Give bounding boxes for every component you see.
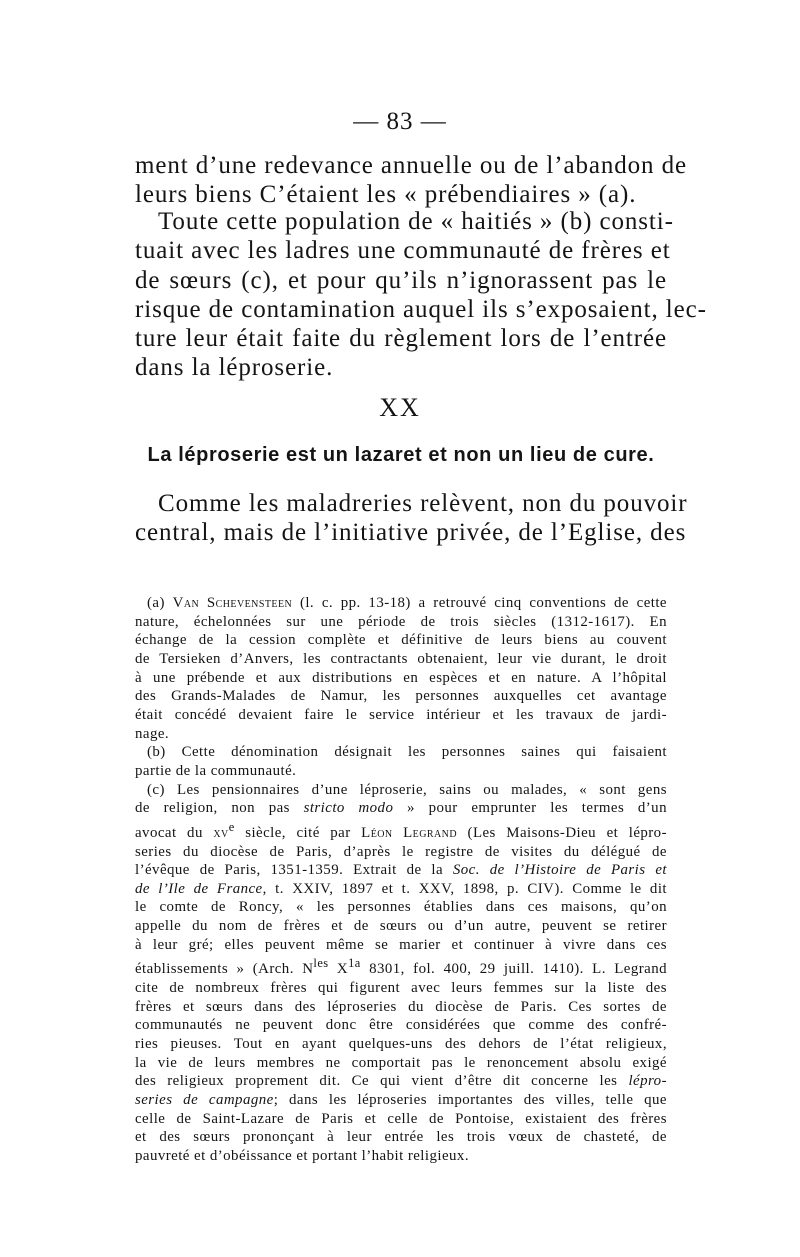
footnote-a-line: échange de la cession complète et définitive de leurs biens au couvent bbox=[135, 632, 667, 649]
footnote-a-line: était concédé devaient faire le service intérieur et les travaux de jardi- bbox=[135, 706, 667, 723]
footnote-c-line: de l’Ile de France, t. XXIV, 1897 et t. XXV, 1898, p. CIV). Comme le dit bbox=[135, 880, 668, 897]
footnote-b-line: (b) Cette dénomination désignait les personnes saines qui faisaient bbox=[147, 744, 667, 761]
paragraph-continuation bbox=[135, 151, 688, 210]
footnote-a-line: à une prébende et aux distributions en espèces et en nature. A l’hôpital bbox=[135, 669, 667, 686]
text-line: risque de contamination auquel ils s’exposaient, lec- bbox=[135, 295, 707, 323]
footnote-c-line: de religion, non pas stricto modo » pour emprunter les termes d’un bbox=[135, 800, 667, 817]
footnote-c-line: la vie de leurs membres ne comportait pas le renoncement absolu exigé bbox=[135, 1054, 667, 1071]
footnote-c-line: celle de Saint-Lazare de Paris et celle de Pontoise, existaient des frères bbox=[135, 1110, 667, 1127]
footnote-a-line: des Grands-Malades de Namur, les personnes auxquelles cet avantage bbox=[135, 688, 667, 705]
footnote-c-line: (c) Les pensionnaires d’une léproserie, sains ou malades, « sont gens bbox=[147, 781, 667, 798]
footnote-a-line: nage. bbox=[135, 725, 170, 742]
footnote-author: Léon Legrand bbox=[361, 824, 458, 841]
text-line: tuait avec les ladres une communauté de frères et bbox=[135, 237, 671, 265]
footnote-c-line: des religieux proprement dit. Ce qui vient d’être dit concerne les lépro- bbox=[135, 1073, 667, 1090]
footnote-c-line: et des sœurs prononçant à leur entrée les trois vœux de chasteté, de bbox=[135, 1129, 667, 1146]
footnote-a-line: nature, échelonnées sur une période de trois siècles (1312-1617). En bbox=[135, 613, 667, 630]
footnote-c-line: communautés ne peuvent donc être considérées que comme des confré- bbox=[135, 1017, 667, 1034]
paragraph-population bbox=[135, 207, 707, 383]
footnote-c-line: frères et sœurs dans des léproseries du diocèse de Paris. Ces sortes de bbox=[135, 998, 667, 1015]
footnote-c-line: avocat du $xv^e$ siècle, cité par Léon Legrand (Les Maisons-Dieu et lépro- bbox=[135, 819, 667, 841]
footnote-author: Van Schevensteen bbox=[172, 595, 293, 611]
footnote-c-line: à leur gré; elles peuvent même se marier et continuer à vivre dans ces bbox=[135, 936, 667, 953]
footnote-c-line: series de campagne; dans les léproseries importantes des villes, telle que bbox=[135, 1092, 667, 1108]
footnote-c-line: établissements » (Arch. $N^{les}$ $X^{1a}$ 8301, fol. 400, 29 juill. 1410). L. Legrand bbox=[135, 956, 667, 978]
footnote-b-line: partie de la communauté. bbox=[135, 762, 297, 779]
footnote-c-line: appelle du nom de frères et de sœurs ou d’un autre, peuvent se retirer bbox=[135, 918, 667, 935]
footnote-c-line: l’évêque de Paris, 1351-1359. Extrait de la Soc. de l’Histoire de Paris et bbox=[135, 862, 667, 879]
text-line: Toute cette population de « haitiés » (b) consti- bbox=[158, 208, 674, 235]
footnote-label: (b) bbox=[147, 744, 166, 761]
paragraph-maladreries bbox=[135, 489, 688, 548]
footnote-label: (a) bbox=[147, 595, 165, 611]
footnote-c-line: cite de nombreux frères qui figurent avec leurs femmes sur la liste des bbox=[135, 980, 667, 997]
page-number: — 83 — bbox=[353, 108, 447, 135]
footnote-c-line: pauvreté et d’obéissance et portant l’habit religieux. bbox=[135, 1147, 469, 1164]
text-line: de sœurs (c), et pour qu’ils n’ignorassent pas le bbox=[135, 266, 667, 294]
section-title: La léproserie est un lazaret et non un lieu de cure. bbox=[147, 444, 655, 466]
footnote-c-line: ries pieuses. Tout en ayant quelques-uns des dehors de l’état religieux, bbox=[135, 1036, 667, 1053]
footnote-label: (c) bbox=[147, 781, 165, 798]
footnotes bbox=[135, 594, 667, 1166]
footnote-a-line: (a) Van Schevensteen (l. c. pp. 13-18) a retrouvé cinq conventions de cette bbox=[147, 595, 667, 611]
footnote-a-line: de Tersieken d’Anvers, les contractants obtenaient, leur vie durant, le droit bbox=[135, 650, 667, 667]
text-line: ture leur était faite du règlement lors de l’entrée bbox=[135, 325, 667, 353]
footnote-c-line: series du diocèse de Paris, d’après le registre de visites du délégué de bbox=[135, 843, 667, 860]
text-line: central, mais de l’initiative privée, de l’Eglise, des bbox=[135, 519, 687, 547]
text-line: Comme les maladreries relèvent, non du pouvoir bbox=[158, 490, 688, 517]
section-number: XX bbox=[379, 393, 421, 422]
text-line: leurs biens C’étaient les « prébendiaires » (a). bbox=[135, 181, 637, 209]
text-line: ment d’une redevance annuelle ou de l’abandon de bbox=[135, 152, 688, 179]
footnote-c-line: le comte de Roncy, « les personnes établies dans ces maisons, qu’on bbox=[135, 899, 667, 916]
text-line: dans la léproserie. bbox=[135, 354, 334, 382]
